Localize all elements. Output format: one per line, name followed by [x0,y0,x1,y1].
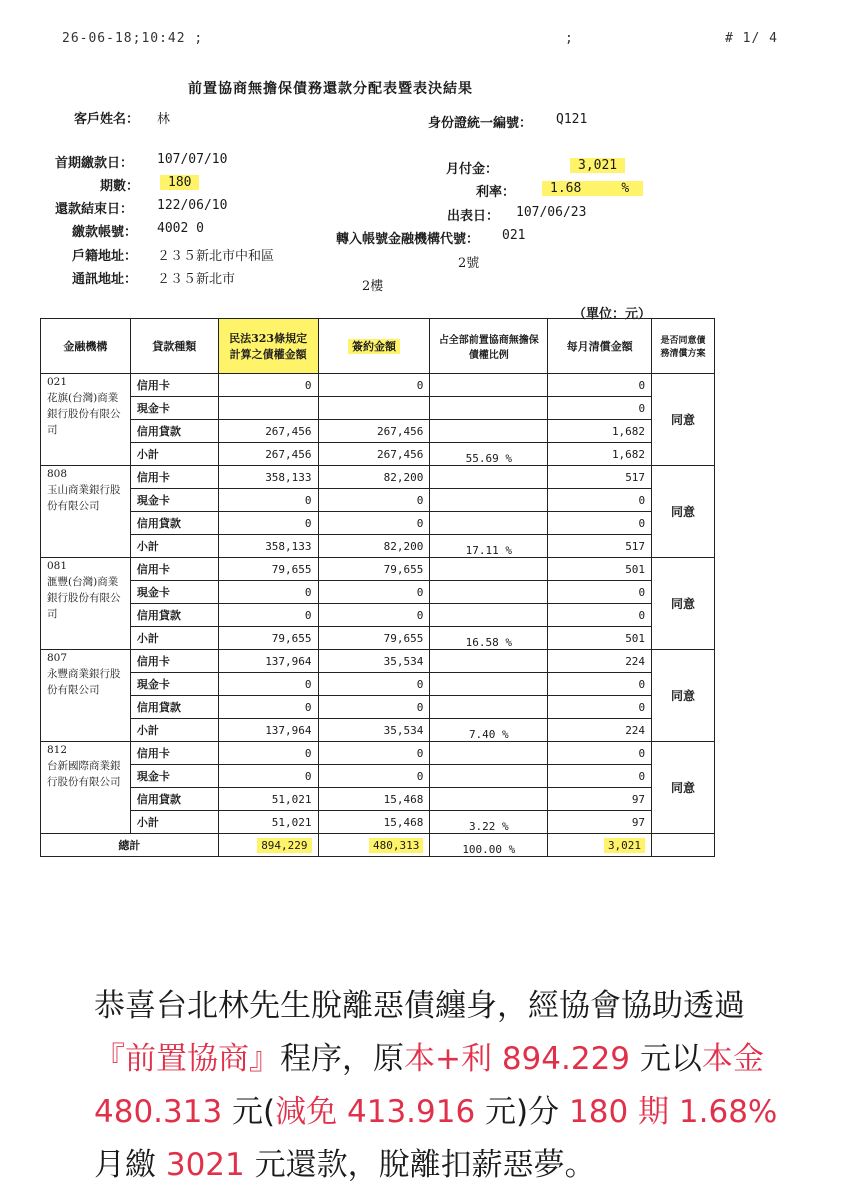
table-row [41,811,715,834]
header-claim-amount: 民法323條規定計算之債權金額 [218,319,318,374]
loan-type: 信用貸款 [130,420,218,443]
ratio [430,512,548,535]
header-ratio: 占全部前置協商無擔保債權比例 [430,319,548,374]
signed-amount: 0 [318,673,430,696]
total-ratio: 100.00 % [430,834,548,857]
total-monthly-cell [548,834,652,857]
loan-type: 信用貸款 [130,512,218,535]
signed-amount: 0 [318,581,430,604]
claim-amount: 267,456 [218,420,318,443]
claim-amount: 358,133 [218,535,318,558]
interest-rate-unit: % [621,181,630,196]
claim-amount: 79,655 [218,558,318,581]
loan-type: 信用卡 [130,742,218,765]
signed-amount: 82,200 [318,466,430,489]
issue-date-label: 出表日： [447,209,500,224]
bank-code-label: 轉入帳號金融機構代號： [336,232,480,247]
ratio [430,696,548,719]
monthly-amount: 1,682 [548,420,652,443]
monthly-amount: 0 [548,673,652,696]
table-row [41,719,715,742]
repayment-table [40,318,715,857]
caption-highlight-3: 本金 480.313 [94,1041,764,1130]
ratio: 16.58 % [430,627,548,650]
table-row [41,581,715,604]
claim-amount: 0 [218,765,318,788]
claim-amount: 79,655 [218,627,318,650]
congratulation-caption [94,980,794,1192]
signed-amount: 267,456 [318,443,430,466]
monthly-payment-value: 3,021 [570,158,625,173]
ratio [430,420,548,443]
account-value: 4002 0 [157,221,204,236]
table-row [41,627,715,650]
table-body [41,374,715,834]
header-signed-amount-text: 簽約金額 [348,339,400,354]
ratio: 17.11 % [430,535,548,558]
claim-amount: 51,021 [218,788,318,811]
monthly-amount: 0 [548,581,652,604]
signed-amount: 79,655 [318,627,430,650]
bank-name: 808 玉山商業銀行股份有限公司 [41,466,131,558]
table-row [41,535,715,558]
monthly-amount: 517 [548,466,652,489]
monthly-amount: 0 [548,696,652,719]
monthly-amount: 0 [548,604,652,627]
table-row [41,420,715,443]
loan-type: 信用卡 [130,374,218,397]
signed-amount: 82,200 [318,535,430,558]
signed-amount [318,397,430,420]
agree-status: 同意 [652,558,715,650]
claim-amount: 0 [218,489,318,512]
signed-amount: 0 [318,696,430,719]
caption-part-3: 元以 [630,1041,702,1077]
loan-type: 小計 [130,443,218,466]
loan-type: 信用卡 [130,466,218,489]
signed-amount: 15,468 [318,788,430,811]
signed-amount: 0 [318,512,430,535]
address-fragment-1: 2號 [458,256,480,271]
monthly-amount: 0 [548,512,652,535]
end-date-label: 還款結束日： [55,202,134,217]
loan-type: 現金卡 [130,581,218,604]
ratio [430,742,548,765]
periods-label: 期數： [100,179,140,194]
header-monthly: 每月清償金額 [548,319,652,374]
interest-rate-label: 利率： [476,185,516,200]
periods-value: 180 [160,175,199,190]
total-label: 總計 [41,834,219,857]
signed-amount: 15,468 [318,811,430,834]
table-row [41,673,715,696]
monthly-amount: 97 [548,811,652,834]
bank-name: 812 台新國際商業銀行股份有限公司 [41,742,131,834]
mailing-address-label: 通訊地址： [72,272,138,287]
ratio [430,788,548,811]
ratio [430,650,548,673]
header-institution: 金融機構 [41,319,131,374]
bank-name: 021 花旗(台灣)商業銀行股份有限公司 [41,374,131,466]
document-title: 前置協商無擔保債務還款分配表暨表決結果 [188,81,473,97]
table-row [41,489,715,512]
monthly-amount: 224 [548,719,652,742]
claim-amount: 0 [218,742,318,765]
total-row [41,834,715,857]
signed-amount: 267,456 [318,420,430,443]
claim-amount: 0 [218,673,318,696]
agree-status: 同意 [652,466,715,558]
id-number-label: 身份證統一編號： [428,116,533,131]
claim-amount: 358,133 [218,466,318,489]
claim-amount: 137,964 [218,650,318,673]
caption-highlight-6: 3021 [165,1147,245,1183]
fax-separator: ; [565,31,574,46]
claim-amount: 0 [218,696,318,719]
claim-amount: 0 [218,581,318,604]
ratio [430,673,548,696]
caption-part-1: 恭喜台北林先生脫離惡債纏身，經協會協助透過 [94,988,745,1024]
signed-amount: 0 [318,374,430,397]
bank-code-value: 021 [502,228,526,243]
agree-status: 同意 [652,374,715,466]
table-row [41,558,715,581]
ratio [430,466,548,489]
caption-part-5: 元)分 [475,1094,570,1130]
table-row [41,604,715,627]
loan-type: 信用貸款 [130,696,218,719]
caption-highlight-1: 『前置協商』 [94,1041,280,1077]
bank-name: 081 滙豐(台灣)商業銀行股份有限公司 [41,558,131,650]
fax-page-number: # 1/ 4 [725,31,778,46]
address-fragment-2: 2樓 [362,279,384,294]
claim-amount: 0 [218,512,318,535]
caption-part-6: 月繳 [94,1147,166,1183]
signed-amount: 0 [318,742,430,765]
ratio [430,374,548,397]
signed-amount: 35,534 [318,719,430,742]
signed-amount: 79,655 [318,558,430,581]
ratio: 3.22 % [430,811,548,834]
monthly-amount: 224 [548,650,652,673]
caption-part-4: 元( [222,1094,276,1130]
loan-type: 現金卡 [130,765,218,788]
caption-part-7: 元還款，脫離扣薪惡夢。 [244,1147,596,1183]
table-row [41,397,715,420]
monthly-amount: 0 [548,765,652,788]
total-claim-cell [218,834,318,857]
monthly-amount: 0 [548,374,652,397]
table-row [41,742,715,765]
ratio [430,489,548,512]
customer-name-label: 客戶姓名： [74,112,140,127]
header-agree: 是否同意債務清償方案 [652,319,715,374]
monthly-amount: 1,682 [548,443,652,466]
monthly-amount: 0 [548,742,652,765]
monthly-amount: 97 [548,788,652,811]
customer-name-value: 林 [157,112,171,127]
loan-type: 現金卡 [130,673,218,696]
ratio: 7.40 % [430,719,548,742]
loan-type: 現金卡 [130,397,218,420]
first-payment-value: 107/07/10 [157,152,228,167]
header-loan-type: 貸款種類 [130,319,218,374]
ratio [430,581,548,604]
table-row [41,788,715,811]
loan-type: 小計 [130,719,218,742]
total-signed-cell [318,834,430,857]
caption-highlight-2: 本+利 894.229 [404,1041,631,1077]
table-row [41,374,715,397]
loan-type: 小計 [130,535,218,558]
table-row [41,512,715,535]
unit-note: （單位：元） [573,307,652,322]
household-address-value: ２３５新北市中和區 [157,249,275,264]
end-date-value: 122/06/10 [157,198,228,213]
claim-amount: 0 [218,604,318,627]
loan-type: 信用卡 [130,650,218,673]
table-row [41,650,715,673]
total-claim: 894,229 [257,838,311,853]
ratio [430,604,548,627]
claim-amount [218,397,318,420]
ratio [430,558,548,581]
signed-amount: 0 [318,604,430,627]
first-payment-label: 首期繳款日： [55,156,134,171]
total-monthly: 3,021 [604,838,645,853]
monthly-amount: 501 [548,558,652,581]
table-header-row [41,319,715,374]
header-signed-amount [318,319,430,374]
monthly-payment-label: 月付金： [446,162,499,177]
loan-type: 小計 [130,811,218,834]
table-row [41,696,715,719]
household-address-label: 戶籍地址： [72,249,138,264]
fax-timestamp: 26-06-18;10:42 ; [62,31,204,46]
monthly-amount: 0 [548,489,652,512]
monthly-amount: 0 [548,397,652,420]
ratio [430,397,548,420]
agree-status: 同意 [652,650,715,742]
ratio: 55.69 % [430,443,548,466]
mailing-address-value: ２３５新北市 [157,272,236,287]
loan-type: 信用貸款 [130,604,218,627]
claim-amount: 51,021 [218,811,318,834]
loan-type: 信用貸款 [130,788,218,811]
bank-name: 807 永豐商業銀行股份有限公司 [41,650,131,742]
claim-amount: 267,456 [218,443,318,466]
table-row [41,466,715,489]
caption-part-2: 程序，原 [280,1041,404,1077]
loan-type: 信用卡 [130,558,218,581]
signed-amount: 35,534 [318,650,430,673]
interest-rate-value: 1.68 [550,181,582,196]
total-signed: 480,313 [369,838,423,853]
agree-status: 同意 [652,742,715,834]
loan-type: 小計 [130,627,218,650]
id-number-value: Q121 [556,112,588,127]
table-row [41,765,715,788]
signed-amount: 0 [318,489,430,512]
loan-type: 現金卡 [130,489,218,512]
table-row [41,443,715,466]
issue-date-value: 107/06/23 [516,205,587,220]
total-agree-empty [652,834,715,857]
monthly-amount: 517 [548,535,652,558]
caption-highlight-4: 減免 413.916 [275,1094,476,1130]
monthly-amount: 501 [548,627,652,650]
claim-amount: 137,964 [218,719,318,742]
claim-amount: 0 [218,374,318,397]
caption-highlight-5: 180 期 1.68% [569,1094,778,1130]
signed-amount: 0 [318,765,430,788]
ratio [430,765,548,788]
account-label: 繳款帳號： [72,225,138,240]
